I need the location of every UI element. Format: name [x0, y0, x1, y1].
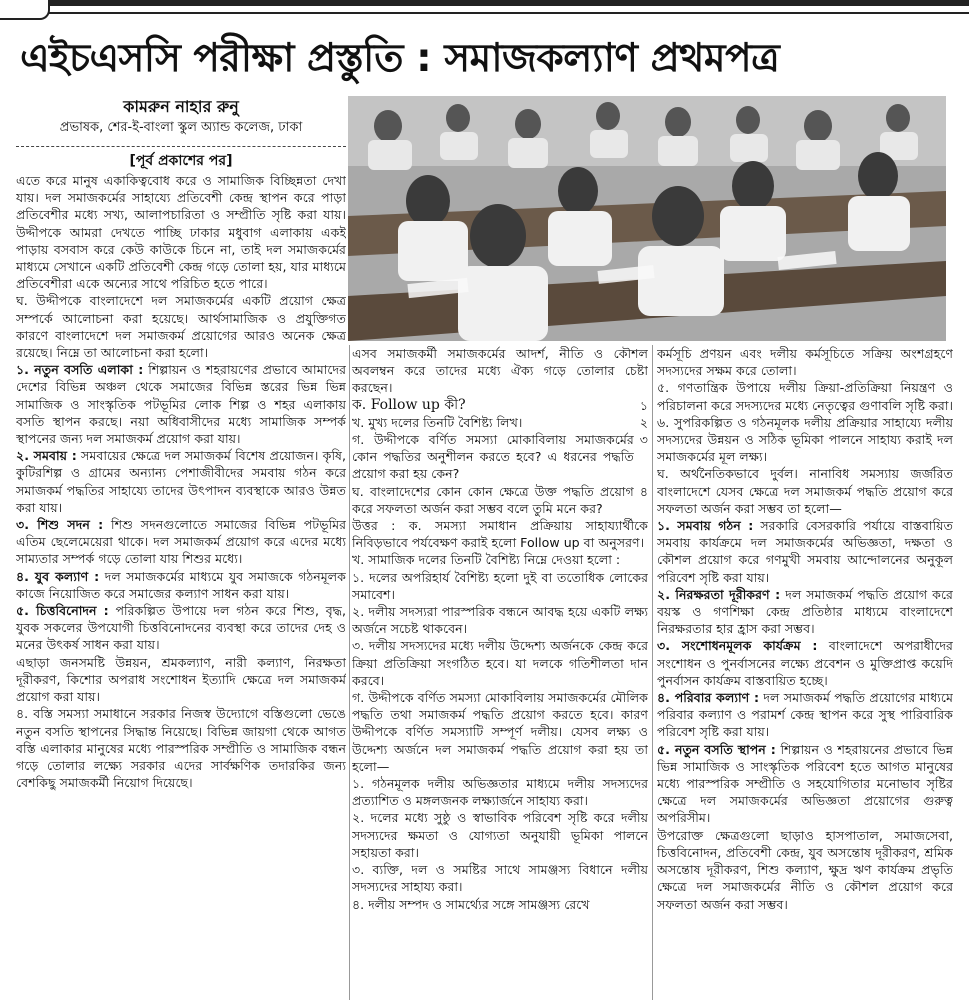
- paragraph: [16, 602, 346, 654]
- point-heading: ৫. নতুন বসতি স্থাপন :: [657, 741, 776, 757]
- paragraph: [657, 586, 953, 638]
- point-heading: ৫. চিত্তবিনোদন :: [16, 603, 109, 619]
- point-heading: ২. সমবায় :: [16, 448, 77, 464]
- paragraph: [16, 516, 346, 568]
- point-heading: ১. সমবায় গঠন :: [657, 518, 754, 534]
- point-body: দল সমাজকর্ম পদ্ধতি প্রয়োগ করে বয়স্ক ও গণশিক্ষা কেন্দ্র প্রতিষ্ঠার মাধ্যমে বাংলাদেশে নিরক্ষরতার হার হ্রাস করা সম্ভব।: [657, 586, 953, 637]
- paragraph: এছাড়া জনসমষ্টি উন্নয়ন, শ্রমকল্যাণ, নারী কল্যাণ, নিরক্ষতা দূরীকরণ, কিশোর অপরাধ সংশোধন ইত্যাদি ক্ষেত্রে দল সমাজকর্ম প্রয়োগ করা যায়।: [16, 654, 346, 705]
- point-heading: ৪. যুব কল্যাণ :: [16, 568, 100, 584]
- answer-paragraph: ৩. দলীয় সদস্যদের মধ্যে দলীয় উদ্দেশ্য অর্জনকে কেন্দ্র করে ক্রিয়া প্রতিক্রিয়া সংগঠিত হবে। যা দলকে গতিশীলতা দান করবে।: [352, 638, 648, 688]
- question-mark: ১: [639, 397, 648, 413]
- point-body: শিল্পায়ন ও শহরায়নের প্রভাবে ভিন্ন ভিন্ন সামাজিক ও সাংস্কৃতিক পরিবেশ হতে আগত মানুষের মধ্যে পারস্পরিক সম্প্রীতি ও সহযোগিতার মনোভাব সৃষ্টির ক্ষেত্রে দল সমাজকর্মের অভিজ্ঞতা প্রয়োগের গুরুত্ব অপরিসীম।: [657, 741, 953, 826]
- point-heading: ৩. শিশু সদন :: [16, 517, 104, 533]
- paragraph: এসব সমাজকর্মী সমাজকর্মের আদর্শ, নীতি ও কৌশল অবলম্বন করে তাদের মধ্যে ঐক্য গড়ে তোলার চেষ্টা করছেন।: [352, 346, 648, 396]
- point-body: শিল্পায়ন ও শহরায়ণের প্রভাবে আমাদের দেশের বিভিন্ন অঞ্চল থেকে সমাজের বিভিন্ন স্তরের ভিন্ন ভিন্ন সামাজিক ও সাংস্কৃতিক পটভূমির লোক শিল্প ও শহর এলাকায় বসতি স্থাপন করছে। নয়া অধিবাসীদের মধ্যে সামাজিক সম্পর্ক স্থাপনের জন্য দল সমাজকর্ম প্রয়োগ করা যায়।: [16, 362, 346, 447]
- question-mark: ২: [639, 414, 648, 430]
- paragraph: কর্মসূচি প্রণয়ন এবং দলীয় কর্মসূচিতে সক্রিয় অংশগ্রহণে সদস্যদের সক্ষম করে তোলা।: [657, 346, 953, 379]
- question-mark: ৪: [639, 483, 648, 499]
- question-gh: [352, 483, 648, 517]
- paragraph: [657, 637, 953, 689]
- point-heading: ৪. পরিবার কল্যাণ :: [657, 690, 760, 706]
- answer-paragraph: ৪. দলীয় সম্পদ ও সামর্থ্যের সঙ্গে সামঞ্জস্য রেখে: [352, 896, 590, 912]
- paragraph: এতে করে মানুষ একাকিত্ববোধ করে ও সামাজিক বিচ্ছিন্নতা দেখা যায়। দল সমাজকর্মের সাহায্যে প্রতিবেশী কেন্দ্র স্থাপন করে পাড়া প্রতিবেশীর মধ্যে সখ্য, আলাপচারিতা ও সম্প্রীতি সৃষ্টি করা যায়। উদ্দীপকে আমরা দেখতে পাচ্ছি ঢাকার মধুবাগ এলাকায় একই পাড়ায় বসবাস করে কেউ কাউকে চিনে না, তাই দল সমাজকর্মের মাধ্যমে সেখানে একটি প্রতিবেশী কেন্দ্র গড়ে তোলা হয়, যার মাধ্যমে প্রতিবেশীরা একে অন্যের সাথে পরিচিত হতে পারে।: [16, 173, 346, 292]
- answer-paragraph: খ. সামাজিক দলের তিনটি বৈশিষ্ট্য নিম্নে দেওয়া হলো :: [352, 552, 621, 568]
- top-tab: [0, 0, 50, 20]
- answer-paragraph: ৩. ব্যক্তি, দল ও সমষ্টির সাথে সামঞ্জস্য বিধানে দলীয় সদস্যদের সাহায্য করা।: [352, 862, 648, 895]
- point-body: দল সমাজকর্মের মাধ্যমে যুব সমাজকে গঠনমূলক কাজে নিয়োজিত করে সমাজের কল্যাণ সাধন করা যায়।: [16, 568, 346, 601]
- paragraph: উপরোক্ত ক্ষেত্রগুলো ছাড়াও হাসপাতাল, সমাজসেবা, চিত্তবিনোদন, প্রতিবেশী কেন্দ্র, যুব অসন্তোষ দূরীকরণ, শ্রমিক অসন্তোষ দূরীকরণ, শিশু কল্যাণ, ক্ষুদ্র ঋণ কার্যক্রম প্রভৃতি ক্ষেত্রে দল সমাজকর্মের নীতি ও কৌশল প্রয়োগ করে সফলতা অর্জন করা সম্ভব।: [657, 827, 953, 912]
- question-mark: ৩: [639, 432, 648, 448]
- question-kh: [352, 414, 648, 431]
- column-rule-1: [349, 345, 350, 1000]
- paragraph: ৫. গণতান্ত্রিক উপায়ে দলীয় ক্রিয়া-প্রতিক্রিয়া নিয়ন্ত্রণ ও পরিচালনা করে সদস্যদের মধ্যে নেতৃত্বের গুণাবলি সৃষ্টি করা।: [657, 380, 953, 413]
- paragraph: ঘ. অর্থনৈতিকভাবে দুর্বল। নানাবিধ সমস্যায় জর্জরিত বাংলাদেশে যেসব ক্ষেত্রে দল সমাজকর্ম পদ্ধতি প্রয়োগ করে সফলতা অর্জন করা সম্ভব তা হলো—: [657, 466, 953, 516]
- question-text: গ. উদ্দীপকে বর্ণিত সমস্যা মোকাবিলায় সমাজকর্মের কোন পদ্ধতির অনুশীলন করতে হবে? এ ধরনের পদ্ধতি প্রয়োগ করা হয় কেন?: [352, 432, 634, 482]
- byline: [16, 96, 346, 138]
- column-rule-2: [652, 345, 653, 1000]
- point-body: দল সমাজকর্ম পদ্ধতি প্রয়োগের মাধ্যমে পরিবার কল্যাণ ও পরামর্শ কেন্দ্র স্থাপন করে সুস্থ পারিবারিক পরিবেশ সৃষ্টি করা যায়।: [657, 690, 953, 740]
- answer-paragraph: ১. গঠনমূলক দলীয় অভিজ্ঞতার মাধ্যমে দলীয় সদস্যদের প্রত্যাশিত ও মঙ্গলজনক লক্ষ্যার্জনে সাহায্য করা।: [352, 776, 648, 809]
- column-1: [16, 150, 346, 998]
- point-body: বাংলাদেশে অপরাধীদের সংশোধন ও পুনর্বাসনের লক্ষ্যে প্রবেশন ও মুক্তিপ্রাপ্ত কয়েদি পুনর্বাসন কার্যক্রম বাস্তবায়িত হচ্ছে।: [657, 638, 953, 688]
- column-3: [657, 345, 953, 1000]
- paragraph: [16, 568, 346, 602]
- paragraph: [657, 741, 953, 827]
- answer-paragraph: ২. দলীয় সদস্যরা পারস্পরিক বন্ধনে আবদ্ধ হয়ে একটি লক্ষ্য অর্জনে সচেষ্ট থাকবেন।: [352, 604, 648, 637]
- top-line: [48, 12, 969, 14]
- top-band: [0, 0, 969, 6]
- question-text: খ. মুখ্য দলের তিনটি বৈশিষ্ট্য লিখ।: [352, 414, 523, 430]
- paragraph: [657, 517, 953, 586]
- continued-label: [পূর্ব প্রকাশের পর]: [129, 153, 233, 169]
- exam-hall-photo: [348, 96, 946, 341]
- point-heading: ৩. সংশোধনমূলক কার্যক্রম :: [657, 638, 818, 654]
- paragraph: [657, 689, 953, 741]
- answer-paragraph: গ. উদ্দীপকে বর্ণিত সমস্যা মোকাবিলায় সমাজকর্মের মৌলিক পদ্ধতি তথা সমাজকর্ম পদ্ধতি প্রয়োগ করতে হবে। কারণ উদ্দীপকে বর্ণিত সমস্যাটি সম্পূর্ণ দলীয়। যেসব লক্ষ্য ও উদ্দেশ্য অর্জনে দল সমাজকর্ম পদ্ধতি প্রয়োগ করা হয় তা হলো—: [352, 690, 648, 774]
- point-body: সমবায়ের ক্ষেত্রে দল সমাজকর্ম বিশেষ প্রয়োজন। কৃষি, কুটিরশিল্প ও গ্রামের অন্যান্য পেশাজীবীদের সমবায় গঠন করে সমাজকর্ম পদ্ধতির সাহায্যে তাদের উৎপাদন ব্যবস্থাকে আরও উন্নত করা যায়।: [16, 448, 346, 515]
- point-body: শিশু সদনগুলোতে সমাজের বিভিন্ন পটভূমির এতিম ছেলেমেয়েরা থাকে। দল সমাজকর্ম প্রয়োগ করে এদের মধ্যে সাম্যতার সম্পর্ক গড়ে তোলা যায় শিশুর মধ্যে।: [16, 517, 346, 567]
- top-rule: [0, 0, 969, 18]
- question-k: [352, 397, 648, 414]
- question-text: ঘ. বাংলাদেশের কোন কোন ক্ষেত্রে উক্ত পদ্ধতি প্রয়োগ করে সফলতা অর্জন করা সম্ভব বলে তুমি মনে কর?: [352, 483, 634, 516]
- question-g: [352, 431, 648, 483]
- paragraph: [16, 447, 346, 516]
- answer-paragraph: ১. দলের অপরিহার্য বৈশিষ্ট্য হলো দুই বা ততোধিক লোকের সমাবেশ।: [352, 569, 648, 602]
- author-name: কামরুন নাহার রুনু: [123, 97, 239, 116]
- point-body: পরিকল্পিত উপায়ে দল গঠন করে শিশু, বৃদ্ধ, যুবক সকলের উপযোগী চিত্তবিনোদনের ব্যবস্থা করে তাদের দেহ ও মনের উৎকর্ষ সাধন করা যায়।: [16, 603, 346, 653]
- paragraph: ৪. বস্তি সমস্যা সমাধানে সরকার নিজস্ব উদ্যোগে বস্তিগুলো ভেঙে নতুন বসতি স্থাপনের সিদ্ধান্ত নিয়েছে। বিভিন্ন জায়গা থেকে আগত বস্তি এলাকার মানুষের মধ্যে পারস্পরিক সম্প্রীতি ও সামাজিক বন্ধন গড়ে তোলার লক্ষ্যে সরকার এদের সার্বক্ষণিক তদারকির জন্য বেশকিছু সমাজকর্মী নিয়োগ দিয়েছে।: [16, 706, 346, 791]
- answer-paragraph: ২. দলের মধ্যে সুষ্ঠু ও স্বাভাবিক পরিবেশ সৃষ্টি করে দলীয় সদস্যদের ক্ষমতা ও যোগ্যতা অনুযায়ী ভূমিকা পালনে সহায়তা করা।: [352, 810, 648, 860]
- question-text: ক. Follow up কী?: [352, 396, 466, 413]
- answer-paragraph: উত্তর : ক. সমস্যা সমাধান প্রক্রিয়ায় সাহায্যার্থীকে নিবিড়ভাবে পর্যবেক্ষণ করাই হলো Follow up বা অনুসরণ।: [352, 518, 648, 551]
- paragraph: [16, 361, 346, 447]
- paragraph: ৬. সুপরিকল্পিত ও গঠনমূলক দলীয় প্রক্রিয়ার সাহায্যে দলীয় সদস্যদের উন্নয়ন ও সঠিক ভূমিকা পালনে সাহায্য করাই দল সমাজকর্মের মূল লক্ষ্য।: [657, 414, 953, 465]
- point-heading: ২. নিরক্ষরতা দূরীকরণ :: [657, 586, 781, 602]
- paragraph: ঘ. উদ্দীপকে বাংলাদেশে দল সমাজকর্মের একটি প্রয়োগ ক্ষেত্র সম্পর্কে আলোচনা করা হয়েছে। আর্থসামাজিক ও প্রযুক্তিগত কারণে বাংলাদেশে দল সমাজকর্ম প্রয়োগের আরও অনেক ক্ষেত্র রয়েছে। নিম্নে তা আলোচনা করা হলো।: [16, 293, 346, 361]
- point-body: সরকারি বেসরকারি পর্যায়ে বাস্তবায়িত সমবায় কার্যক্রমে দল সমাজকর্মের অভিজ্ঞতা, দক্ষতা ও কৌশল প্রয়োগ করে গণমুখী সমবায় আন্দোলনের অনুকূল পরিবেশ সৃষ্টি করা যায়।: [657, 518, 953, 585]
- photo-illustration: [348, 96, 946, 341]
- byline-divider: [16, 146, 346, 147]
- column-2: [352, 345, 648, 1000]
- point-heading: ১. নতুন বসতি এলাকা :: [16, 362, 144, 378]
- headline: এইচএসসি পরীক্ষা প্রস্তুতি : সমাজকল্যাণ প্রথমপত্র: [20, 36, 780, 81]
- author-affiliation: প্রভাষক, শের-ই-বাংলা স্কুল অ্যান্ড কলেজ, ঢাকা: [59, 120, 303, 135]
